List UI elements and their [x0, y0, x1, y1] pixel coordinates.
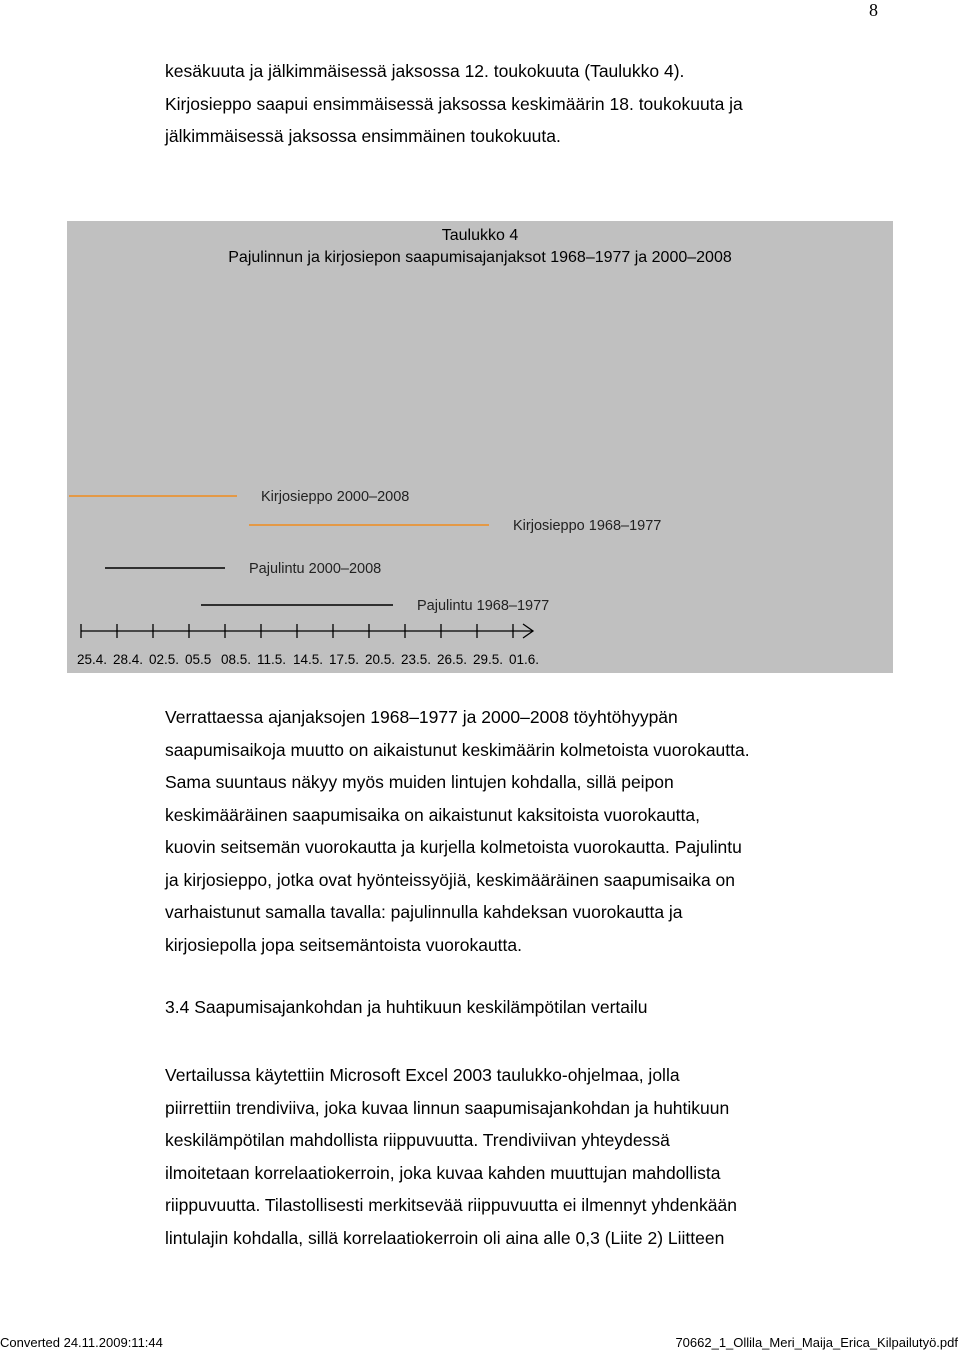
tick-label: 23.5.: [401, 652, 432, 667]
footer-converted: Converted 24.11.2009:11:44: [0, 1335, 163, 1350]
text-line: ja kirjosieppo, jotka ovat hyönteissyöjiä, keskimääräinen saapumisaika on: [165, 869, 736, 890]
text-line: ilmoitetaan korrelaatiokerroin, joka kuvaa kahden muuttujan mahdollista: [165, 1162, 721, 1183]
text-line: piirrettiin trendiviiva, joka kuvaa linnun saapumisajankohdan ja huhtikuun: [165, 1097, 730, 1118]
text-line: saapumisaikoja muutto on aikaistunut keskimäärin kolmetoista vuorokautta.: [165, 739, 750, 760]
arrival-timeline-chart: [67, 221, 893, 673]
chart-title: Taulukko 4: [441, 227, 519, 244]
text-line: Sama suuntaus näkyy myös muiden lintujen kohdalla, sillä peipon: [165, 772, 674, 792]
chart-subtitle: Pajulinnun ja kirjosiepon saapumisajanjaksot 1968–1977 ja 2000–2008: [228, 249, 732, 266]
text-line: jälkimmäisessä jaksossa ensimmäinen toukokuuta.: [165, 126, 561, 146]
tick-label: 02.5.: [149, 652, 180, 667]
tick-label: 05.5: [185, 652, 212, 667]
body-paragraph: [165, 701, 865, 961]
text-line: keskilämpötilan mahdollista riippuvuutta. Trendiviivan yhteydessä: [165, 1130, 670, 1150]
intro-paragraph: [165, 55, 865, 153]
text-line: kesäkuuta ja jälkimmäisessä jaksossa 12. toukokuuta (Taulukko 4).: [165, 61, 685, 81]
section-heading: 3.4 Saapumisajankohdan ja huhtikuun keskilämpötilan vertailu: [165, 997, 648, 1017]
tick-label: 26.5.: [437, 652, 468, 667]
tick-label: 20.5.: [365, 652, 396, 667]
tick-label: 08.5.: [221, 652, 252, 667]
text-line: kuovin seitsemän vuorokautta ja kurjella kolmetoista vuorokautta. Pajulintu: [165, 837, 742, 857]
series-label: Pajulintu 2000–2008: [249, 561, 382, 577]
tick-label: 28.4.: [113, 652, 144, 667]
chart-panel: [67, 221, 893, 673]
tick-label: 25.4.: [77, 652, 108, 667]
series-label: Kirjosieppo 2000–2008: [261, 489, 410, 505]
text-line: lintulajin kohdalla, sillä korrelaatiokerroin oli aina alle 0,3 (Liite 2) Liitteen: [165, 1227, 725, 1248]
tick-label: 11.5.: [257, 652, 287, 667]
text-line: Vertailussa käytettiin Microsoft Excel 2003 taulukko-ohjelmaa, jolla: [165, 1065, 680, 1085]
text-line: Kirjosieppo saapui ensimmäisessä jaksossa keskimäärin 18. toukokuuta ja: [165, 93, 743, 114]
text-line: kirjosiepolla jopa seitsemäntoista vuorokautta.: [165, 934, 522, 955]
tick-label: 14.5.: [293, 652, 324, 667]
tick-label: 29.5.: [473, 652, 504, 667]
text-line: varhaistunut samalla tavalla: pajulinnulla kahdeksan vuorokautta ja: [165, 902, 683, 922]
text-line: riippuvuutta. Tilastollisesti merkitsevää riippuvuutta ei ilmennyt yhdenkään: [165, 1195, 737, 1215]
page-number: 8: [869, 0, 878, 20]
section-paragraph: [165, 1059, 865, 1254]
text-line: Verrattaessa ajanjaksojen 1968–1977 ja 2000–2008 töyhtöhyypän: [165, 707, 678, 727]
tick-label: 17.5.: [329, 652, 360, 667]
series-label: Pajulintu 1968–1977: [417, 598, 550, 614]
tick-label: 01.6.: [509, 652, 540, 667]
series-label: Kirjosieppo 1968–1977: [513, 518, 662, 534]
text-line: keskimääräinen saapumisaika on aikaistunut kaksitoista vuorokautta,: [165, 804, 701, 825]
footer-filename: 70662_1_Ollila_Meri_Maija_Erica_Kilpailutyö.pdf: [675, 1335, 958, 1350]
